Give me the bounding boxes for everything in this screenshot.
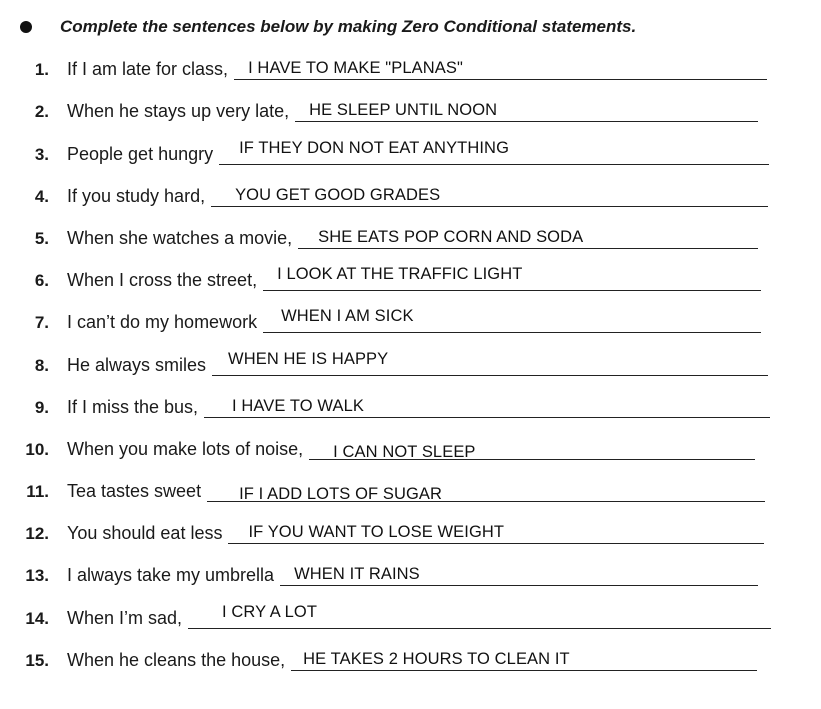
item-prompt: If you study hard,: [67, 185, 206, 206]
exercise-item-5: [0, 218, 821, 260]
item-answer: IF THEY DON NOT EAT ANYTHING: [239, 138, 510, 157]
item-prompt: I always take my umbrella: [67, 565, 275, 586]
item-prompt: If I miss the bus,: [67, 396, 199, 417]
item-prompt: When I cross the street,: [67, 270, 258, 291]
item-number: 1.: [34, 60, 49, 80]
item-answer: HE SLEEP UNTIL NOON: [309, 101, 498, 120]
item-prompt: When he stays up very late,: [67, 101, 290, 122]
item-number: 5.: [34, 228, 49, 248]
exercise-item-8: [0, 344, 821, 386]
item-prompt: When he cleans the house,: [67, 649, 286, 670]
instruction-row: [20, 14, 636, 40]
item-answer: IF YOU WANT TO LOSE WEIGHT: [248, 523, 505, 542]
item-number: 12.: [25, 524, 49, 544]
item-prompt: Tea tastes sweet: [67, 481, 202, 502]
answer-line: [219, 136, 769, 165]
answer-line: [234, 51, 767, 80]
item-prompt: When I’m sad,: [67, 607, 183, 628]
answer-line: [298, 220, 758, 249]
item-answer: IF I ADD LOTS OF SUGAR: [239, 485, 443, 504]
item-number: 13.: [25, 566, 49, 586]
item-answer: I CAN NOT SLEEP: [333, 442, 476, 461]
item-answer: YOU GET GOOD GRADES: [235, 185, 441, 204]
item-prompt: I can’t do my homework: [67, 312, 258, 333]
item-prompt: When she watches a movie,: [67, 227, 293, 248]
item-answer: I LOOK AT THE TRAFFIC LIGHT: [277, 265, 523, 284]
answer-line: [228, 515, 764, 544]
exercise-item-6: [0, 260, 821, 302]
item-answer: I HAVE TO WALK: [232, 396, 364, 415]
answer-line: [263, 262, 761, 291]
instruction-text: Complete the sentences below by making Zero Conditional statements.: [60, 17, 637, 36]
exercise-item-14: [0, 597, 821, 639]
item-answer: I HAVE TO MAKE "PLANAS": [248, 59, 463, 78]
item-answer: WHEN IT RAINS: [294, 565, 420, 584]
item-number: 11.: [26, 482, 49, 502]
exercise-item-11: [0, 471, 821, 513]
item-answer: WHEN HE IS HAPPY: [228, 349, 389, 368]
item-prompt: People get hungry: [67, 143, 214, 164]
item-number: 2.: [34, 102, 49, 122]
item-answer: WHEN I AM SICK: [281, 307, 414, 326]
item-number: 8.: [34, 355, 49, 375]
item-prompt: When you make lots of noise,: [67, 438, 304, 459]
bullet-icon: [20, 21, 32, 33]
item-number: 9.: [34, 397, 49, 417]
answer-line: [207, 473, 765, 502]
item-answer: I CRY A LOT: [222, 602, 317, 621]
item-prompt: He always smiles: [67, 354, 207, 375]
exercise-item-7: [0, 302, 821, 344]
exercise-item-9: [0, 387, 821, 429]
item-prompt: If I am late for class,: [67, 59, 229, 80]
answer-line: [280, 557, 758, 586]
exercise-item-4: [0, 176, 821, 218]
item-number: 3.: [34, 144, 49, 164]
answer-line: [212, 347, 768, 376]
item-number: 6.: [34, 271, 49, 291]
answer-line: [309, 431, 755, 460]
answer-line: [204, 389, 770, 418]
exercise-list: [0, 49, 821, 682]
exercise-item-10: [0, 429, 821, 471]
item-answer: HE TAKES 2 HOURS TO CLEAN IT: [303, 649, 570, 668]
exercise-item-1: [0, 49, 821, 91]
answer-line: [211, 178, 768, 207]
exercise-item-13: [0, 555, 821, 597]
item-answer: SHE EATS POP CORN AND SODA: [318, 227, 584, 246]
answer-line: [188, 600, 771, 629]
exercise-item-3: [0, 133, 821, 175]
item-prompt: You should eat less: [67, 523, 223, 544]
exercise-item-15: [0, 640, 821, 682]
item-number: 7.: [34, 313, 49, 333]
answer-line: [263, 304, 761, 333]
exercise-item-12: [0, 513, 821, 555]
item-number: 14.: [25, 608, 49, 628]
item-number: 4.: [34, 186, 49, 206]
answer-line: [291, 642, 757, 671]
answer-line: [295, 93, 758, 122]
item-number: 15.: [25, 650, 49, 670]
item-number: 10.: [25, 439, 49, 459]
exercise-item-2: [0, 91, 821, 133]
